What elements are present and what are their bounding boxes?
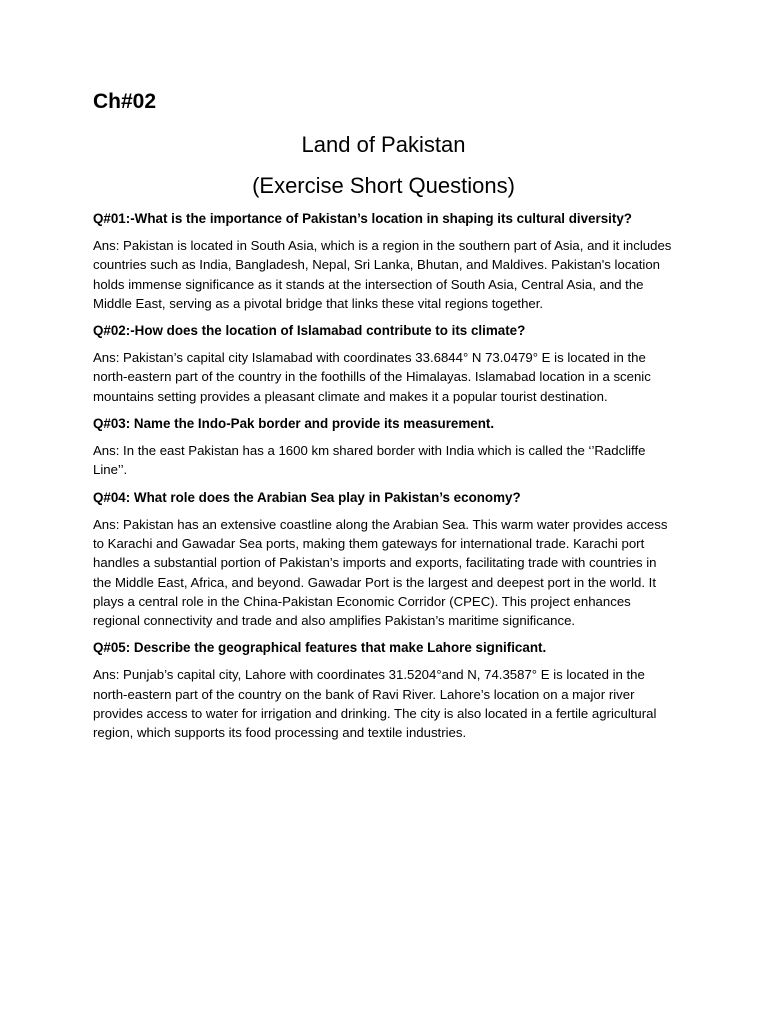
answer-2: Ans: Pakistan’s capital city Islamabad with coordinates 33.6844° N 73.0479° E is located in the north-eastern part of the country in the foothills of the Himalayas. Islamabad location in a scenic mountains setting provides a pleasant climate and makes it a popular tourist destination. — [93, 350, 651, 404]
chapter-heading: Ch#02 — [93, 90, 157, 113]
question-block-1 — [93, 209, 674, 313]
question-1: Q#01:-What is the importance of Pakistan’s location in shaping its cultural diversity? — [93, 211, 632, 226]
question-block-4 — [93, 488, 674, 631]
answer-1: Ans: Pakistan is located in South Asia, which is a region in the southern part of Asia, and it includes countries such as India, Bangladesh, Nepal, Sri Lanka, Bhutan, and Maldives. Pakistan's location holds immense significance as it stands at the intersection of South Asia, Central Asia, and the Middle East, serving as a pivotal bridge that links these vital regions together. — [93, 238, 672, 311]
question-5: Q#05: Describe the geographical features that make Lahore significant. — [93, 640, 547, 656]
answer-4: Ans: Pakistan has an extensive coastline along the Arabian Sea. This warm water provides access to Karachi and Gawadar Sea ports, making them gateways for international trade. Karachi port handles a substantial portion of Pakistan’s imports and exports, facilitating trade with countries in the Middle East, Africa, and beyond. Gawadar Port is the largest and deepest port in the world. It plays a central role in the China-Pakistan Economic Corridor (CPEC). This project enhances regional connectivity and trade and also amplifies Pakistan’s maritime significance. — [93, 516, 668, 629]
answer-3: Ans: In the east Pakistan has a 1600 km shared border with India which is called the ‘’Radcliffe Line’’. — [93, 443, 646, 478]
answer-5: Ans: Punjab’s capital city, Lahore with coordinates 31.5204°and N, 74.3587° E is located in the north-eastern part of the country on the bank of Ravi River. Lahore’s location on a major river provides access to water for irrigation and drinking. The city is also located in a fertile agricultural region, which supports its food processing and textile industries. — [93, 667, 657, 741]
question-block-2 — [93, 321, 674, 406]
question-3: Q#03: Name the Indo-Pak border and provide its measurement. — [93, 416, 495, 432]
page-subtitle: (Exercise Short Questions) — [252, 173, 515, 198]
question-4: Q#04: What role does the Arabian Sea play in Pakistan’s economy? — [93, 489, 521, 505]
question-block-3 — [93, 414, 674, 480]
page-title: Land of Pakistan — [301, 132, 466, 157]
question-block-5 — [93, 638, 674, 742]
question-2: Q#02:-How does the location of Islamabad contribute to its climate? — [93, 323, 526, 339]
